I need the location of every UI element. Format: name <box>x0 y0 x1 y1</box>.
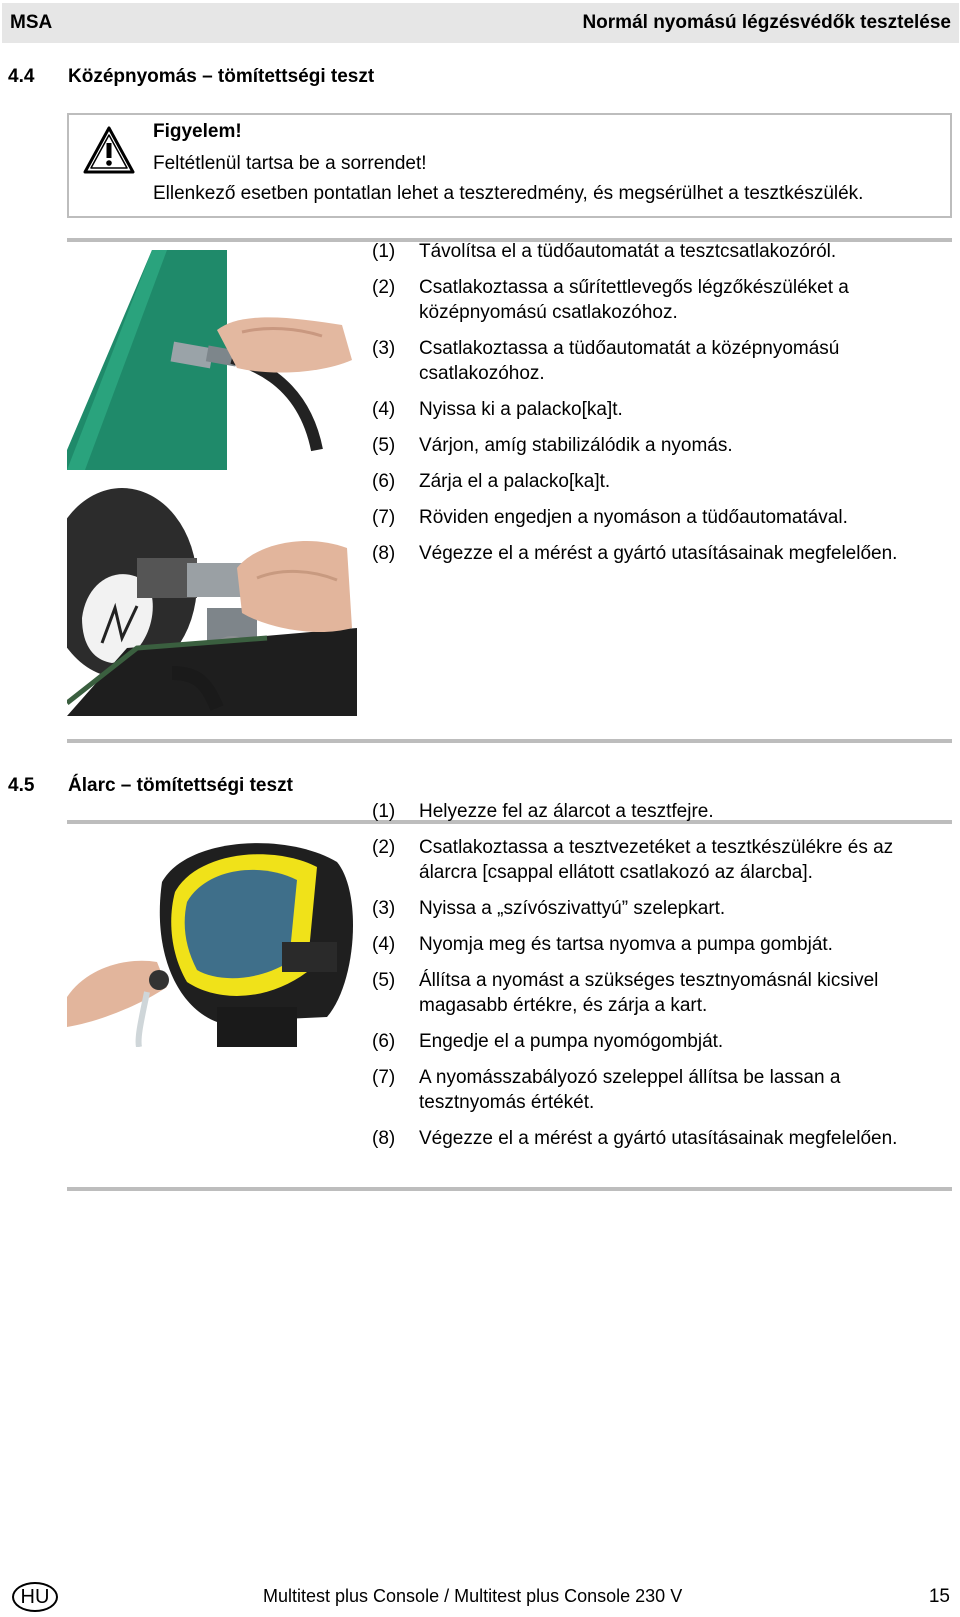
step-number: (1) <box>372 801 396 822</box>
list-item <box>372 1065 952 1115</box>
list-item <box>372 541 952 566</box>
step-number: (5) <box>372 435 396 456</box>
medium-pressure-connection-photo <box>67 250 357 470</box>
section-heading-4-5 <box>8 775 293 797</box>
step-number: (3) <box>372 898 396 919</box>
step-number: (4) <box>372 399 396 420</box>
step-number: (3) <box>372 338 396 359</box>
list-item <box>372 896 952 921</box>
step-text: Végezze el a mérést a gyártó utasításainak megfelelően. <box>419 1128 898 1149</box>
step-number: (7) <box>372 1067 396 1088</box>
brand-label: MSA <box>10 12 53 33</box>
section-number: 4.5 <box>8 775 35 796</box>
divider <box>67 1187 952 1191</box>
step-text: Csatlakoztassa a tüdőautomatát a középnyomású csatlakozóhoz. <box>419 338 840 384</box>
language-badge <box>12 1582 58 1612</box>
step-list-4-5 <box>372 799 952 1162</box>
warning-text: Ellenkező esetben pontatlan lehet a teszteredmény, és megsérülhet a tesztkészülék. <box>153 183 864 204</box>
step-number: (7) <box>372 507 396 528</box>
page-number: 15 <box>928 1586 950 1607</box>
step-text: A nyomásszabályozó szeleppel állítsa be lassan a tesztnyomás értékét. <box>419 1067 841 1113</box>
warning-title: Figyelem! <box>153 121 242 142</box>
step-text: Zárja el a palacko[ka]t. <box>419 471 611 492</box>
list-item <box>372 397 952 422</box>
warning-triangle-icon <box>83 125 135 175</box>
cylinder-valve-photo <box>67 488 357 716</box>
section-title: Álarc – tömítettségi teszt <box>68 775 293 796</box>
list-item <box>372 275 952 325</box>
language-code: HU <box>20 1585 50 1608</box>
list-item <box>372 505 952 530</box>
divider <box>67 739 952 743</box>
step-number: (8) <box>372 543 396 564</box>
list-item <box>372 433 952 458</box>
step-text: Végezze el a mérést a gyártó utasításainak megfelelően. <box>419 543 898 564</box>
section-number: 4.4 <box>8 66 35 87</box>
warning-text: Feltétlenül tartsa be a sorrendet! <box>153 153 427 174</box>
step-text: Röviden engedjen a nyomáson a tüdőautomatával. <box>419 507 848 528</box>
header-title: Normál nyomású légzésvédők tesztelése <box>582 12 951 33</box>
section-title: Középnyomás – tömítettségi teszt <box>68 66 375 87</box>
step-text: Várjon, amíg stabilizálódik a nyomás. <box>419 435 733 456</box>
step-text: Nyissa a „szívószivattyú” szelepkart. <box>419 898 726 919</box>
step-text: Helyezze fel az álarcot a tesztfejre. <box>419 801 714 822</box>
list-item <box>372 469 952 494</box>
list-item <box>372 968 952 1018</box>
face-mask-photo <box>67 832 357 1047</box>
step-text: Nyomja meg és tartsa nyomva a pumpa gombját. <box>419 934 833 955</box>
list-item <box>372 1126 952 1151</box>
list-item <box>372 835 952 885</box>
step-text: Engedje el a pumpa nyomógombját. <box>419 1031 724 1052</box>
step-number: (2) <box>372 277 396 298</box>
step-text: Távolítsa el a tüdőautomatát a tesztcsatlakozóról. <box>419 241 837 262</box>
step-number: (4) <box>372 934 396 955</box>
step-text: Csatlakoztassa a sűrítettlevegős légzőkészüléket a középnyomású csatlakozóhoz. <box>419 277 849 323</box>
step-number: (8) <box>372 1128 396 1149</box>
warning-box <box>67 113 952 218</box>
list-item <box>372 1029 952 1054</box>
section-heading-4-4 <box>8 66 374 88</box>
list-item <box>372 932 952 957</box>
step-number: (1) <box>372 241 396 262</box>
list-item <box>372 799 952 824</box>
list-item <box>372 239 952 264</box>
page-header <box>2 3 959 43</box>
step-text: Nyissa ki a palacko[ka]t. <box>419 399 623 420</box>
step-number: (6) <box>372 1031 396 1052</box>
step-list-4-4 <box>372 239 952 577</box>
step-number: (5) <box>372 970 396 991</box>
step-number: (2) <box>372 837 396 858</box>
list-item <box>372 336 952 386</box>
step-number: (6) <box>372 471 396 492</box>
step-text: Állítsa a nyomást a szükséges tesztnyomásnál kicsivel magasabb értékre, és zárja a kart. <box>419 970 879 1016</box>
footer-product: Multitest plus Console / Multitest plus Console 230 V <box>263 1586 683 1606</box>
step-text: Csatlakoztassa a tesztvezetéket a tesztkészülékre és az álarcra [csappal ellátott csatlakozó az álarcba]. <box>419 837 894 883</box>
